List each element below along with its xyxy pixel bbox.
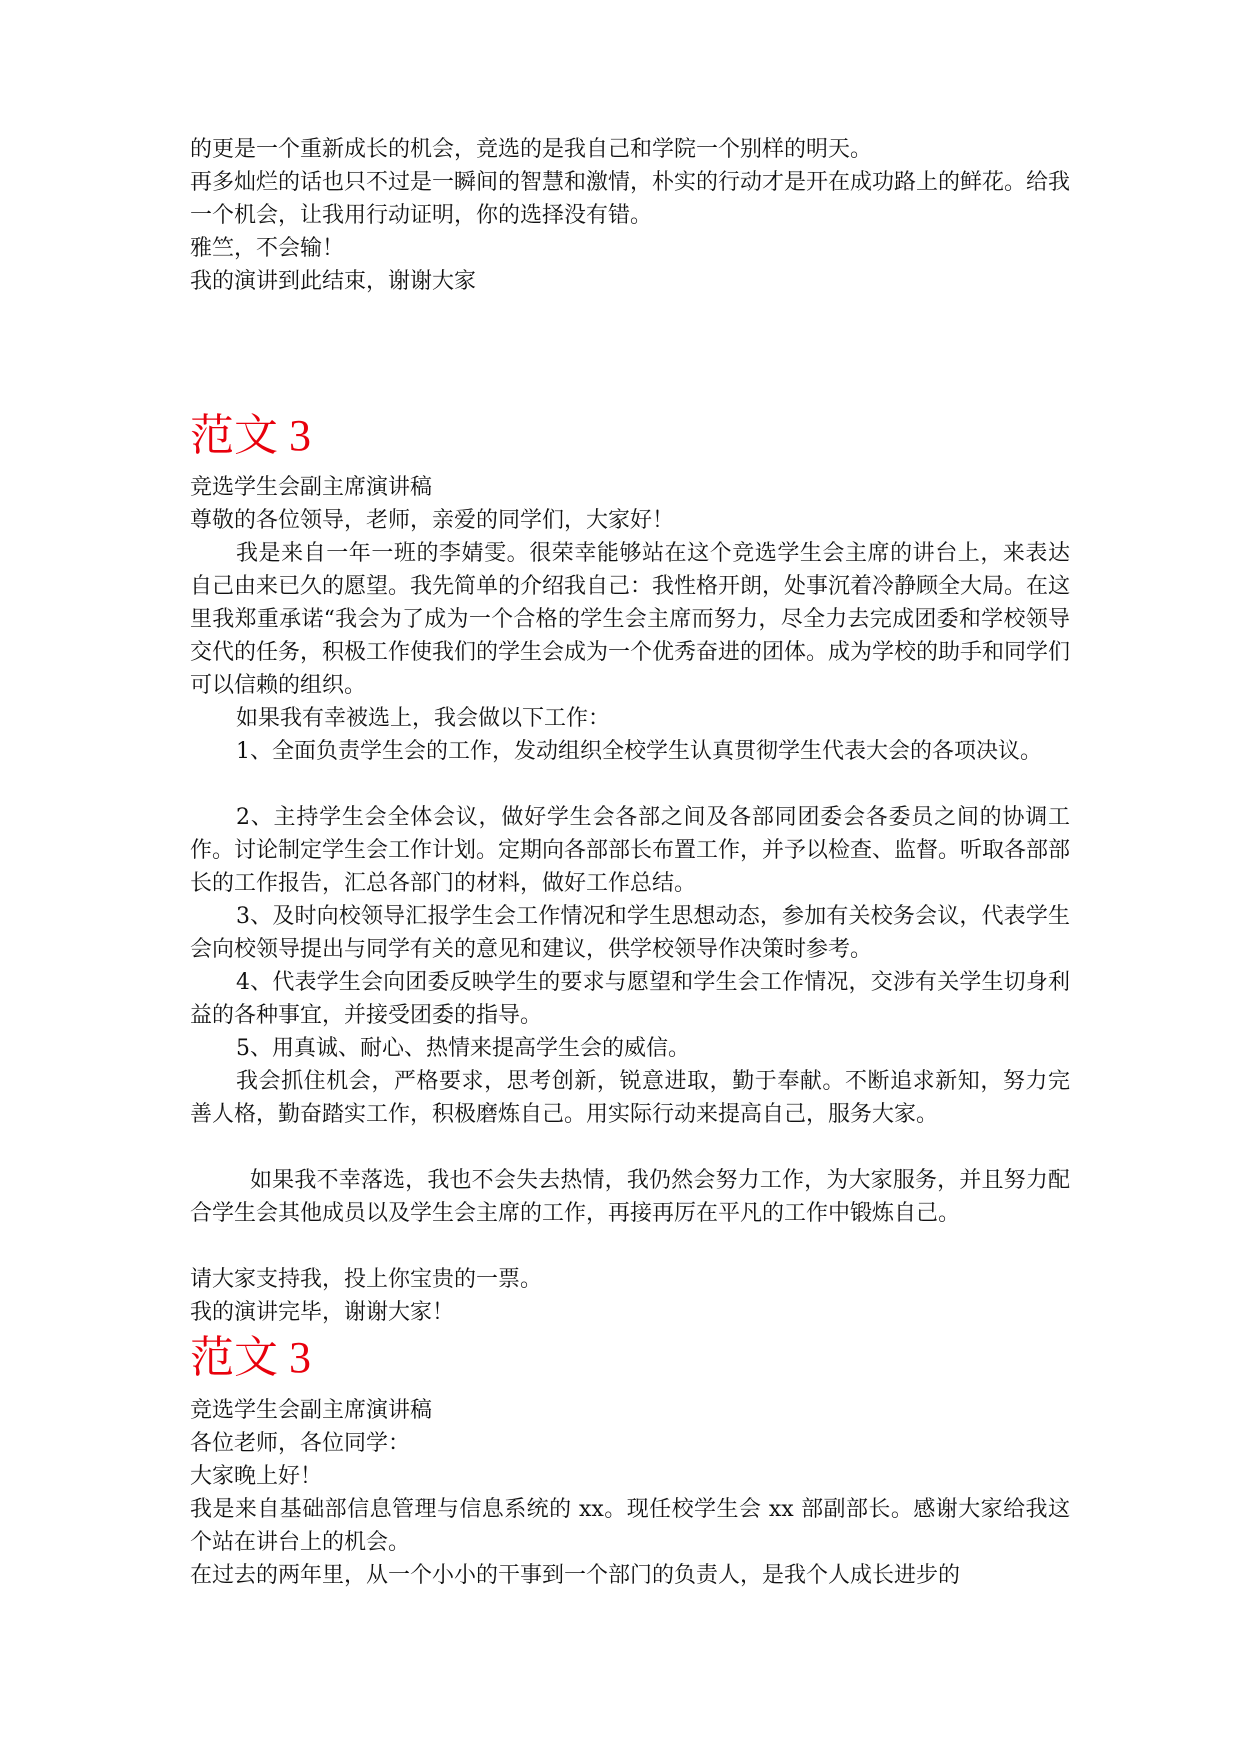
list-item: 3、及时向校领导汇报学生会工作情况和学生思想动态，参加有关校务会议，代表学生会向校领导提出与同学有关的意见和建议，供学校领导作决策时参考。: [190, 904, 1070, 962]
greeting: 尊敬的各位领导，老师，亲爱的同学们，大家好！: [190, 508, 675, 533]
section-heading: 范文 3: [190, 1333, 311, 1382]
paragraph: 请大家支持我，投上你宝贵的一票。: [190, 1267, 543, 1292]
greeting: 各位老师，各位同学：: [190, 1431, 411, 1456]
paragraph: 再多灿烂的话也只不过是一瞬间的智慧和激情，朴实的行动才是开在成功路上的鲜花。给我一个机会，让我用行动证明，你的选择没有错。: [190, 170, 1071, 228]
list-item: 2、主持学生会全体会议，做好学生会各部之间及各部同团委会各委员之间的协调工作。讨论制定学生会工作计划。定期向各部部长布置工作，并予以检查、监督。听取各部部长的工作报告，汇总各部门的材料，做好工作总结。: [190, 805, 1071, 896]
paragraph: 的更是一个重新成长的机会，竞选的是我自己和学院一个别样的明天。: [190, 137, 873, 162]
closing: 我的演讲完毕，谢谢大家！: [190, 1300, 455, 1325]
list-item: 4、代表学生会向团委反映学生的要求与愿望和学生会工作情况，交涉有关学生切身利益的各种事宜，并接受团委的指导。: [190, 970, 1070, 1028]
paragraph: 我的演讲到此结束，谢谢大家: [190, 269, 477, 294]
greeting: 大家晚上好！: [190, 1464, 323, 1489]
section-heading: 范文 3: [190, 411, 311, 460]
paragraph: 雅竺，不会输！: [190, 236, 345, 261]
paragraph: 如果我有幸被选上，我会做以下工作：: [236, 706, 611, 731]
paragraph: 如果我不幸落选，我也不会失去热情，我仍然会努力工作，为大家服务，并且努力配合学生会其他成员以及学生会主席的工作，再接再厉在平凡的工作中锻炼自己。: [190, 1168, 1070, 1226]
paragraph: 我是来自一年一班的李婧雯。很荣幸能够站在这个竞选学生会主席的讲台上，来表达自己由来已久的愿望。我先简单的介绍我自己：我性格开朗，处事沉着冷静顾全大局。在这里我郑重承诺“我会为了成为一个合格的学生会主席而努力，尽全力去完成团委和学校领导交代的任务，积极工作使我们的学生会成为一个优秀奋进的团体。成为学校的助手和同学们可以信赖的组织。: [190, 541, 1071, 698]
speech-title: 竞选学生会副主席演讲稿: [190, 1398, 433, 1423]
list-item: 5、用真诚、耐心、热情来提高学生会的威信。: [236, 1036, 690, 1061]
list-item: 1、全面负责学生会的工作，发动组织全校学生认真贯彻学生代表大会的各项决议。: [236, 739, 1042, 764]
paragraph: 我会抓住机会，严格要求，思考创新，锐意进取，勤于奉献。不断追求新知，努力完善人格，勤奋踏实工作，积极磨炼自己。用实际行动来提高自己，服务大家。: [190, 1069, 1070, 1127]
speech-title: 竞选学生会副主席演讲稿: [190, 475, 433, 500]
paragraph: 在过去的两年里，从一个小小的干事到一个部门的负责人，是我个人成长进步的: [190, 1563, 961, 1588]
paragraph: 我是来自基础部信息管理与信息系统的 xx。现任校学生会 xx 部副部长。感谢大家给我这个站在讲台上的机会。: [190, 1497, 1070, 1555]
